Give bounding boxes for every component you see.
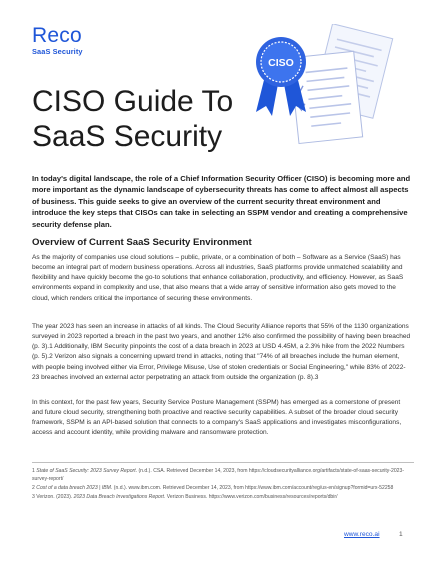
footnote-prefix: Verizon. (2023). — [36, 493, 74, 500]
footnote-number: 1 — [32, 468, 35, 474]
footnote-title: Cost of a data breach 2023 | IBM — [36, 484, 111, 491]
body-paragraph: As the majority of companies use cloud solutions – public, private, or a combination of both – Software as a Service (SaaS) has become an integral part of modern business operations. Across all industries, SaaS platforms provide unmatched scalability and flexibility and have quickly become the go-to solutions that enhance collaboration, productivity, and efficiency. However, as SaaS environments expand in complexity and use, that also means that a wide array of sensitive information also gets moved to the cloud, which renders critical the importance of securing these environments. — [32, 254, 404, 302]
section-title: Overview of Current SaaS Security Environment — [32, 237, 252, 248]
logo-tagline: SaaS Security — [32, 47, 83, 56]
footnote-number: 3 — [32, 493, 35, 500]
footnote — [32, 468, 414, 483]
body-paragraph: In this context, for the past few years, Security Service Posture Management (SSPM) has emerged as a cornerstone of present and future cloud security, strengthening both proactive and reactive security capabilities. A subset of the broader cloud security framework, SSPM is an API-based solution that connects to a company's SaaS applications and investigates misconfigurations, access and account identity, while providing malware and ransomware protection. — [32, 399, 402, 437]
badge-label: CISO — [268, 57, 294, 69]
documents-badge-icon — [250, 24, 410, 154]
footnote-title: 2023 Data Breach Investigations Report — [73, 493, 164, 500]
ciso-illustration — [250, 24, 410, 154]
footnote — [32, 485, 414, 493]
footnote-text[interactable]: . Verizon Business. https://www.verizon.com/business/resources/reports/dbir/ — [163, 493, 338, 500]
footnote-number: 2 — [32, 484, 35, 491]
page-title — [32, 84, 262, 154]
body-paragraph: The year 2023 has seen an increase in attacks of all kinds. The Cloud Security Alliance reports that 55% of the 1130 organizations surveyed in 2023 reported a breach in the past two years, and another 12% also confirmed the possibility of having been breached (p. 3).1 Additionally, IBM Security pinpoints the cost of a data breach in 2023 at USD 4.45M, a 2.3% hike from the 2022 Numbers (p. 5).2 Verizon also signals a concerning upward trend in attacks, noting that "74% of all breaches include the human element, with people being involved either via Error, Privilege Misuse, Use of stolen credentials or Social Engineering," while 83% of 2022-23 breaches involved an external actor perpetrating an attack from outside the organization (p. 8).3 — [32, 323, 411, 381]
logo-wordmark: Reco — [32, 24, 82, 47]
reco-logo[interactable] — [32, 26, 83, 56]
title-line-1: CISO Guide To — [32, 85, 234, 118]
footnote-text[interactable]: . (n.d.). CSA. Retrieved December 14, 2023, from https://cloudsecurityalliance.org/artifacts/state-of-saas-security-2023-survey-report/ — [32, 468, 405, 482]
footer-link[interactable]: www.reco.ai — [344, 531, 380, 538]
footnote — [32, 494, 414, 502]
intro-paragraph: In today's digital landscape, the role of a Chief Information Security Officer (CISO) is becoming more and more important as the dynamic landscape of cybersecurity threats has come to affect almost all aspects of business. This guide seeks to give an overview of the current security threat environment and introduce the key steps that CISOs can take in selecting an SSPM vendor and creating a comprehensive security defense plan. — [32, 174, 411, 229]
footnote-text[interactable]: . (n.d.). www.ibm.com. Retrieved December 14, 2023, from https://www.ibm.com/account/reg/us-en/signup?formid=urx-52258 — [110, 484, 394, 491]
footnotes — [32, 462, 414, 503]
footnote-title: State of SaaS Security: 2023 Survey Report — [36, 468, 136, 474]
page-number: 1 — [399, 531, 403, 538]
title-line-2: SaaS Security — [32, 120, 223, 153]
